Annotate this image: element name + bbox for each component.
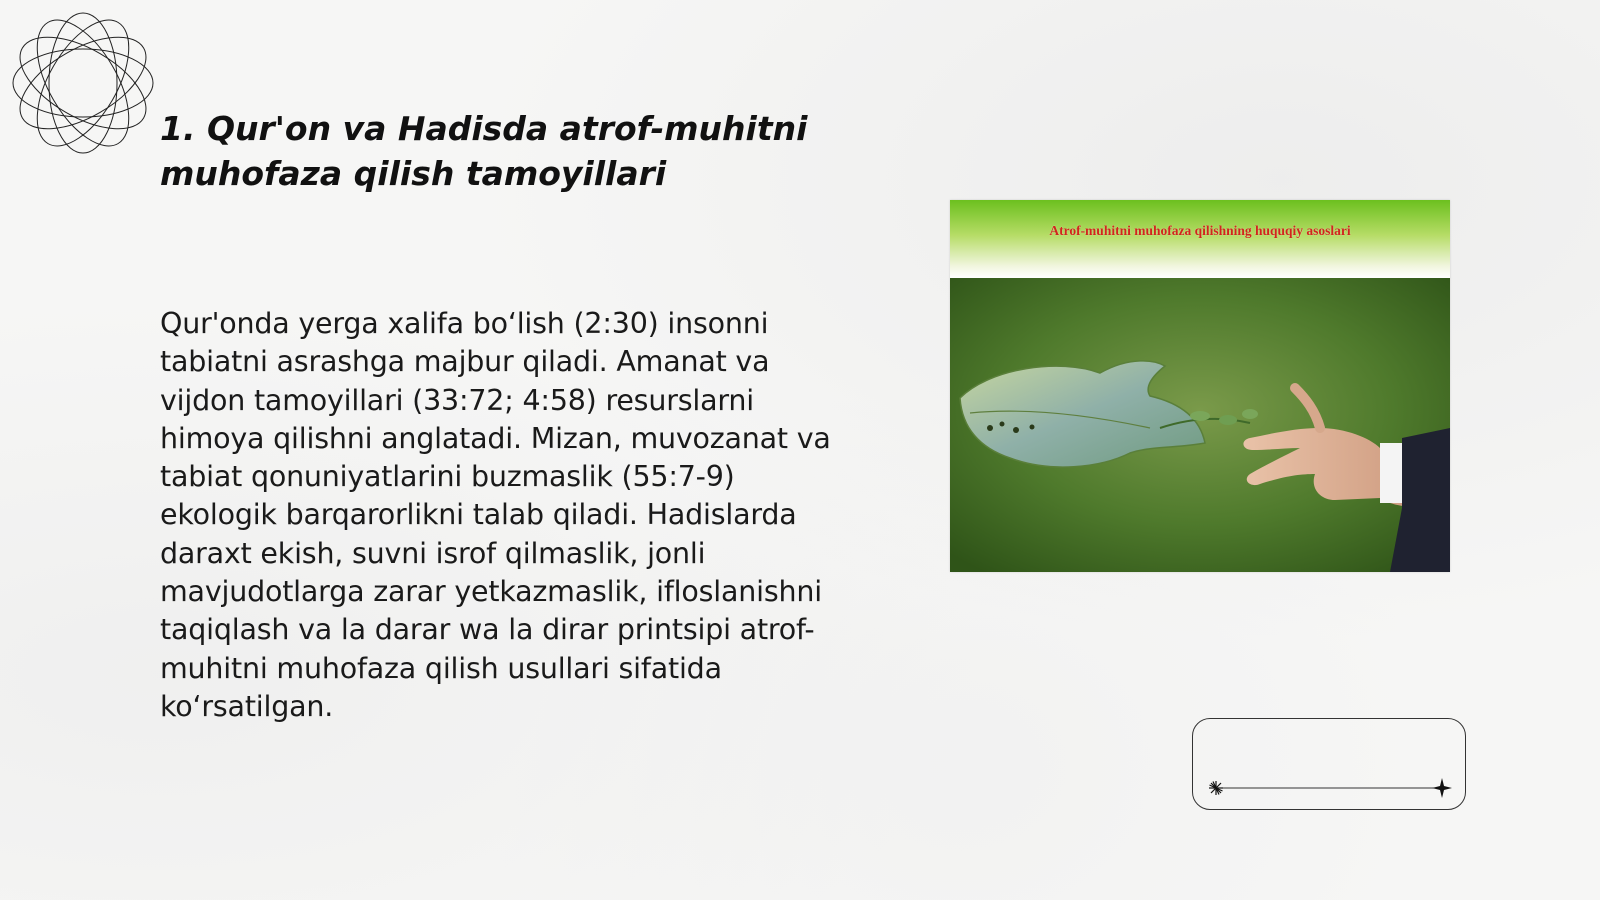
environment-protection-picture — [950, 200, 1450, 572]
body-paragraph: Qur'onda yerga xalifa bo‘lish (2:30) insonni tabiatni asrashga majbur qiladi. Amanat va vijdon tamoyillari (33:72; 4:58) resurslarni himoya qilishni anglatadi. Mizan, muvozanat va tabiat qonuniyatlarini buzmaslik (55:7-9) ekologik barqarorlikni talab qiladi. Hadislarda daraxt ekish, suvni isrof qilmaslik, jonli mavjudotlarga zarar yetkazmaslik, ifloslanishni taqiqlash va la darar wa la dirar printsipi atrof-muhitni muhofaza qilish usullari sifatida ko‘rsatilgan. — [160, 307, 831, 723]
picture-caption: Atrof-muhitni muhofaza qilishning huquqiy asoslari — [1049, 223, 1351, 238]
slide-title: 1. Qur'on va Hadisda atrof-muhitni muhofaza qilish tamoyillari — [160, 109, 808, 193]
decorative-line — [1192, 718, 1467, 811]
four-point-star-icon — [1432, 778, 1452, 798]
picture-banner — [950, 200, 1450, 278]
sparkle-icon — [1209, 781, 1223, 795]
circular-line-ornament-icon — [8, 8, 158, 158]
hand-and-leaf-photo — [950, 278, 1450, 572]
